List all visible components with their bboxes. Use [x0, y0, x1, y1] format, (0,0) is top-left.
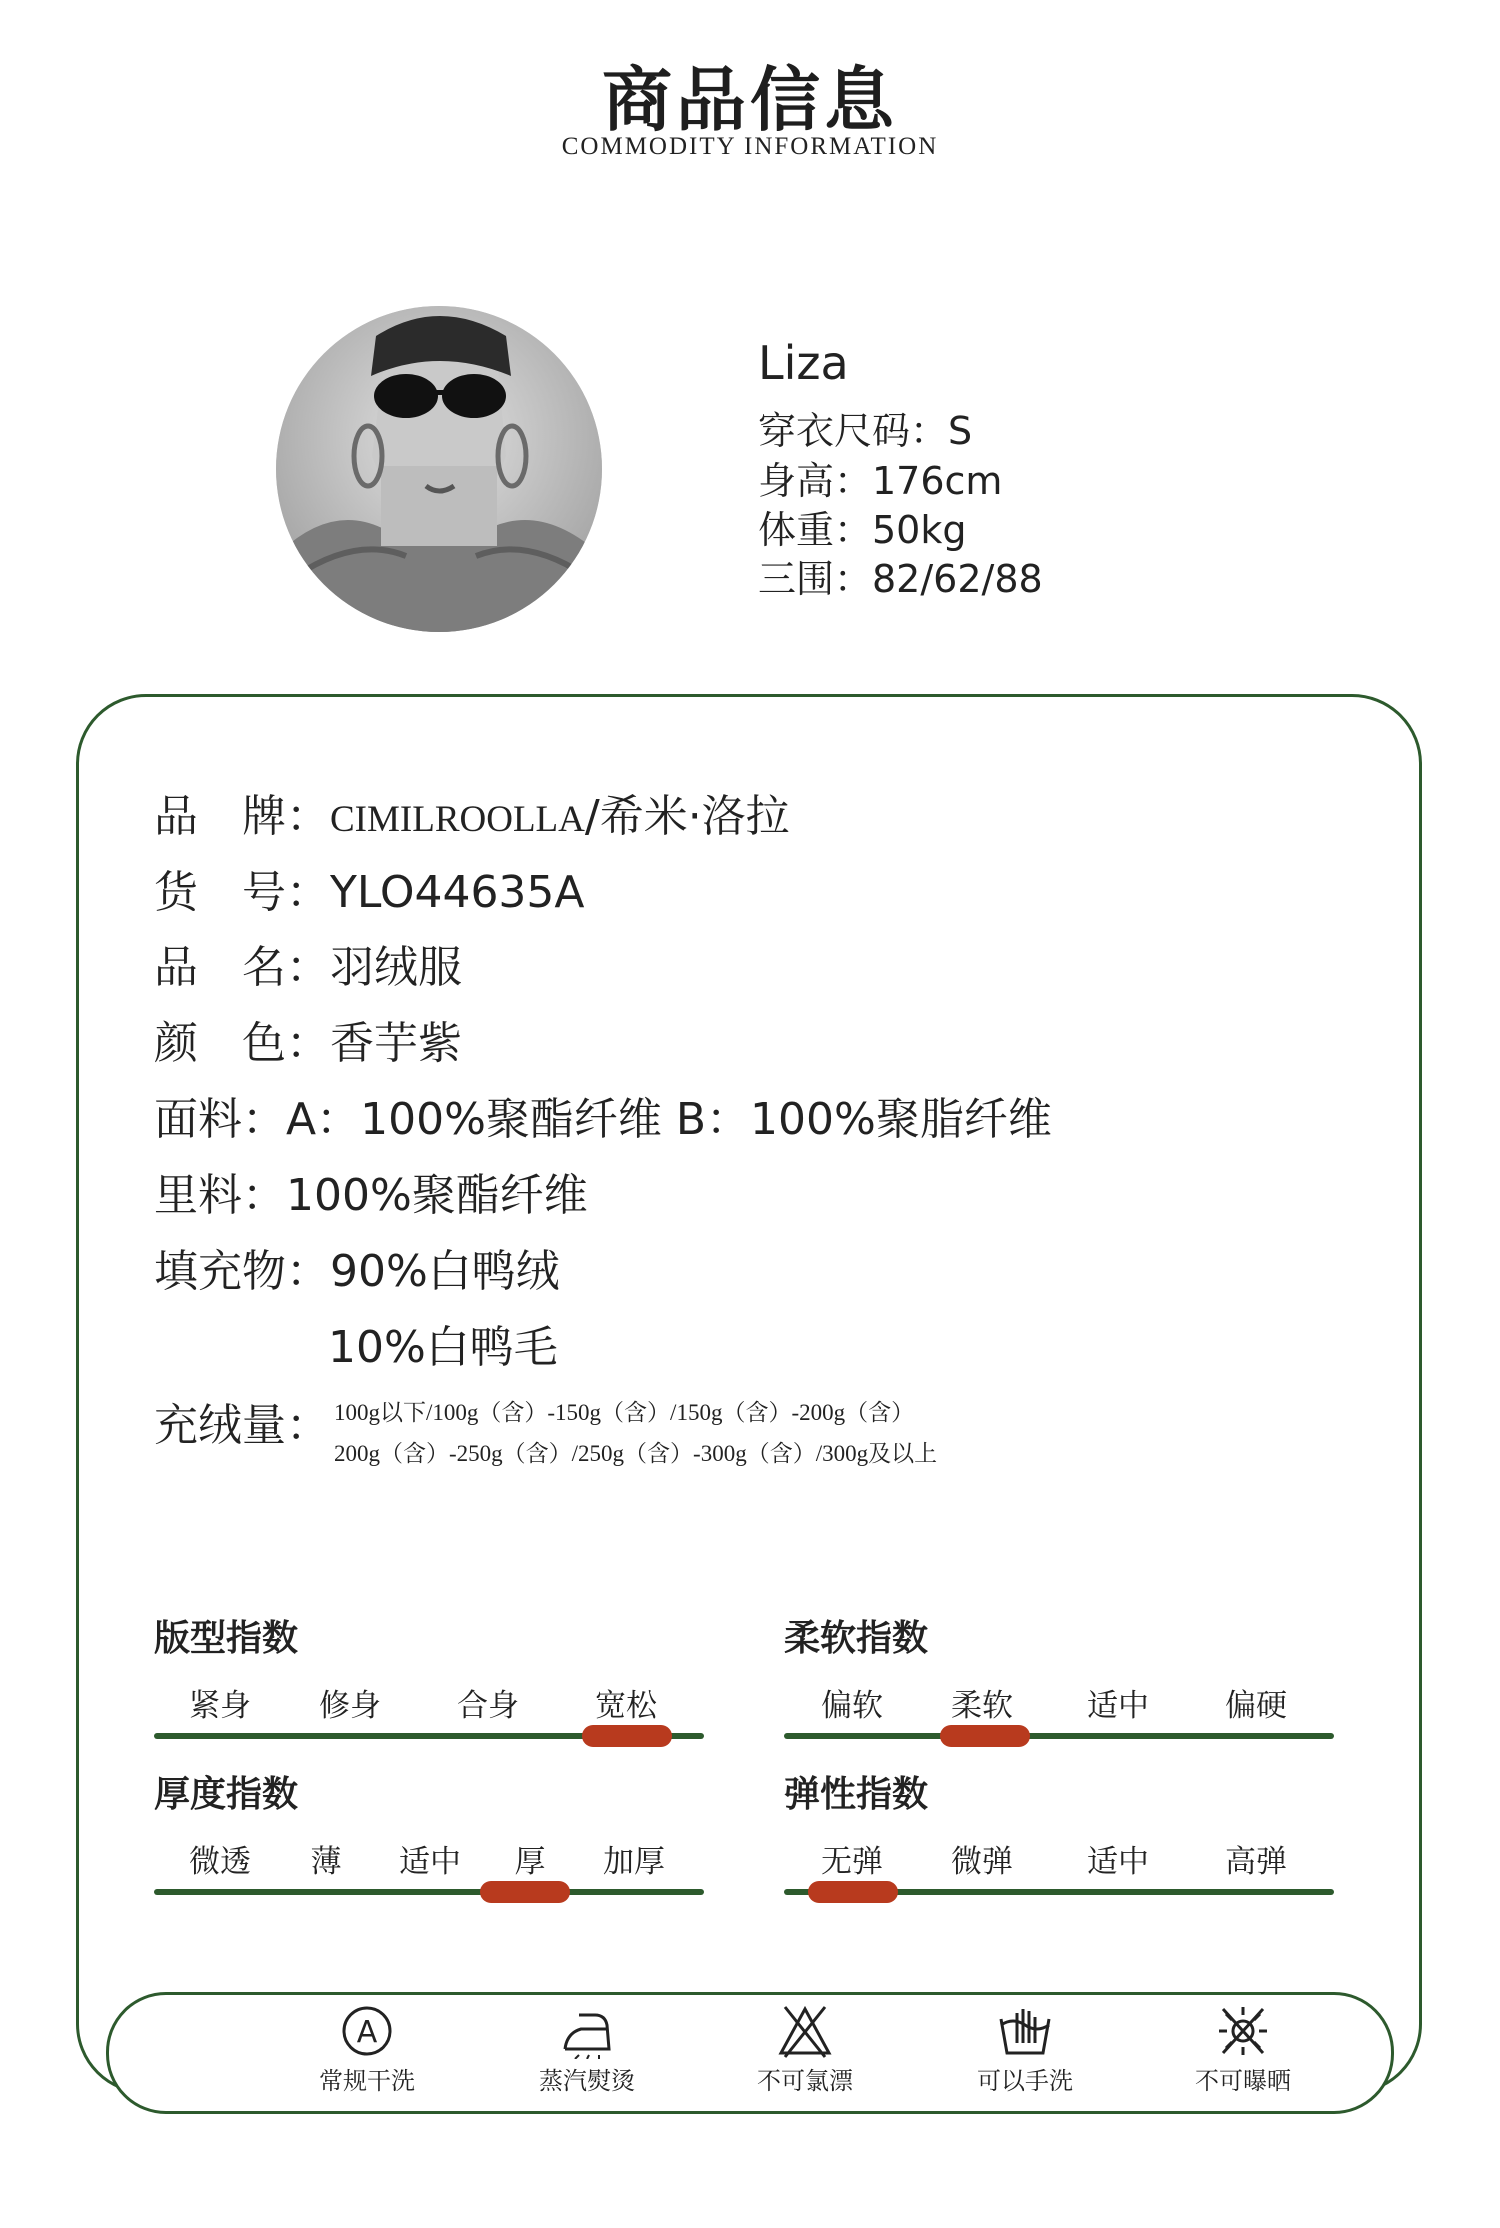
- care-item: [730, 2003, 880, 2096]
- elasticity-option: 高弹: [1225, 1844, 1287, 1880]
- page-title: 商品信息: [602, 58, 898, 141]
- svg-text:A: A: [356, 2015, 378, 2050]
- spec-down-line-2: 200g（含）-250g（含）/250g（含）-300g（含）/300g及以上: [334, 1441, 938, 1466]
- spec-brand-label: 品 牌：: [154, 791, 330, 842]
- model-height: 身高：176cm: [758, 459, 1003, 503]
- spec-brand-cn: /希米·洛拉: [584, 791, 790, 842]
- spec-brand: [154, 780, 790, 844]
- model-avatar: [276, 306, 602, 632]
- care-label: 不可氯漂: [757, 2067, 853, 2095]
- spec-filling: 填充物：90%白鸭绒: [154, 1246, 560, 1297]
- page-subtitle: COMMODITY INFORMATION: [561, 133, 939, 160]
- elasticity-index-title: 弹性指数: [784, 1774, 929, 1815]
- softness-index-marker: [940, 1725, 1030, 1747]
- thickness-index-options: [154, 1836, 704, 1884]
- elasticity-option: 适中: [1087, 1844, 1149, 1880]
- model-weight: 体重：50kg: [758, 508, 967, 552]
- fit-option: 紧身: [189, 1688, 251, 1724]
- care-label: 蒸汽熨烫: [539, 2067, 635, 2095]
- elasticity-option: 无弹: [821, 1844, 883, 1880]
- softness-index-title: 柔软指数: [784, 1618, 929, 1659]
- care-item: [1168, 2003, 1318, 2096]
- fit-index-title: 版型指数: [154, 1618, 299, 1659]
- thickness-option: 微透: [189, 1844, 251, 1880]
- spec-item-no: 货 号：YLO44635A: [154, 867, 585, 918]
- softness-option: 偏硬: [1225, 1688, 1287, 1724]
- thickness-index-title: 厚度指数: [154, 1774, 299, 1815]
- steam-iron-icon: [557, 2003, 617, 2059]
- thickness-index-marker: [480, 1881, 570, 1903]
- spec-product: 品 名：羽绒服: [154, 942, 462, 993]
- spec-lining: 里料：100%聚酯纤维: [154, 1170, 588, 1221]
- spec-color: 颜 色：香芋紫: [154, 1018, 462, 1069]
- softness-option: 偏软: [821, 1688, 883, 1724]
- care-instructions: [106, 1992, 1394, 2114]
- spec-brand-en: CIMILROOLLA: [330, 799, 585, 840]
- thickness-option: 薄: [310, 1844, 342, 1880]
- model-size: 穿衣尺码：S: [758, 409, 973, 453]
- fit-option: 合身: [457, 1688, 519, 1724]
- fit-index-marker: [582, 1725, 672, 1747]
- model-measurements: 三围：82/62/88: [758, 557, 1043, 601]
- spec-fabric: 面料：A：100%聚酯纤维 B：100%聚脂纤维: [154, 1094, 1052, 1145]
- softness-index-track: [784, 1733, 1334, 1739]
- care-item: [292, 2003, 442, 2096]
- elasticity-index-marker: [808, 1881, 898, 1903]
- softness-option: 柔软: [951, 1688, 1013, 1724]
- softness-option: 适中: [1087, 1688, 1149, 1724]
- no-bleach-icon: [775, 2003, 835, 2059]
- care-item: [512, 2003, 662, 2096]
- elasticity-index-options: [784, 1836, 1334, 1884]
- spec-down-label: 充绒量：: [154, 1400, 330, 1451]
- thickness-option: 厚: [514, 1844, 546, 1880]
- care-label: 可以手洗: [977, 2067, 1073, 2095]
- thickness-index-track: [154, 1889, 704, 1895]
- fit-option: 修身: [319, 1688, 381, 1724]
- hand-wash-icon: [995, 2003, 1055, 2059]
- spec-down-line-1: 100g以下/100g（含）-150g（含）/150g（含）-200g（含）: [334, 1400, 915, 1425]
- spec-filling-2: 10%白鸭毛: [328, 1322, 558, 1373]
- care-label: 常规干洗: [319, 2067, 415, 2095]
- no-sun-dry-icon: [1213, 2003, 1273, 2059]
- care-item: [950, 2003, 1100, 2096]
- fit-index-options: [154, 1680, 704, 1728]
- thickness-option: 适中: [399, 1844, 461, 1880]
- dry-clean-icon: [337, 2003, 397, 2059]
- fit-option: 宽松: [595, 1688, 657, 1724]
- softness-index-options: [784, 1680, 1334, 1728]
- thickness-option: 加厚: [603, 1844, 665, 1880]
- model-name: Liza: [758, 336, 849, 390]
- elasticity-option: 微弹: [951, 1844, 1013, 1880]
- care-label: 不可曝晒: [1195, 2067, 1291, 2095]
